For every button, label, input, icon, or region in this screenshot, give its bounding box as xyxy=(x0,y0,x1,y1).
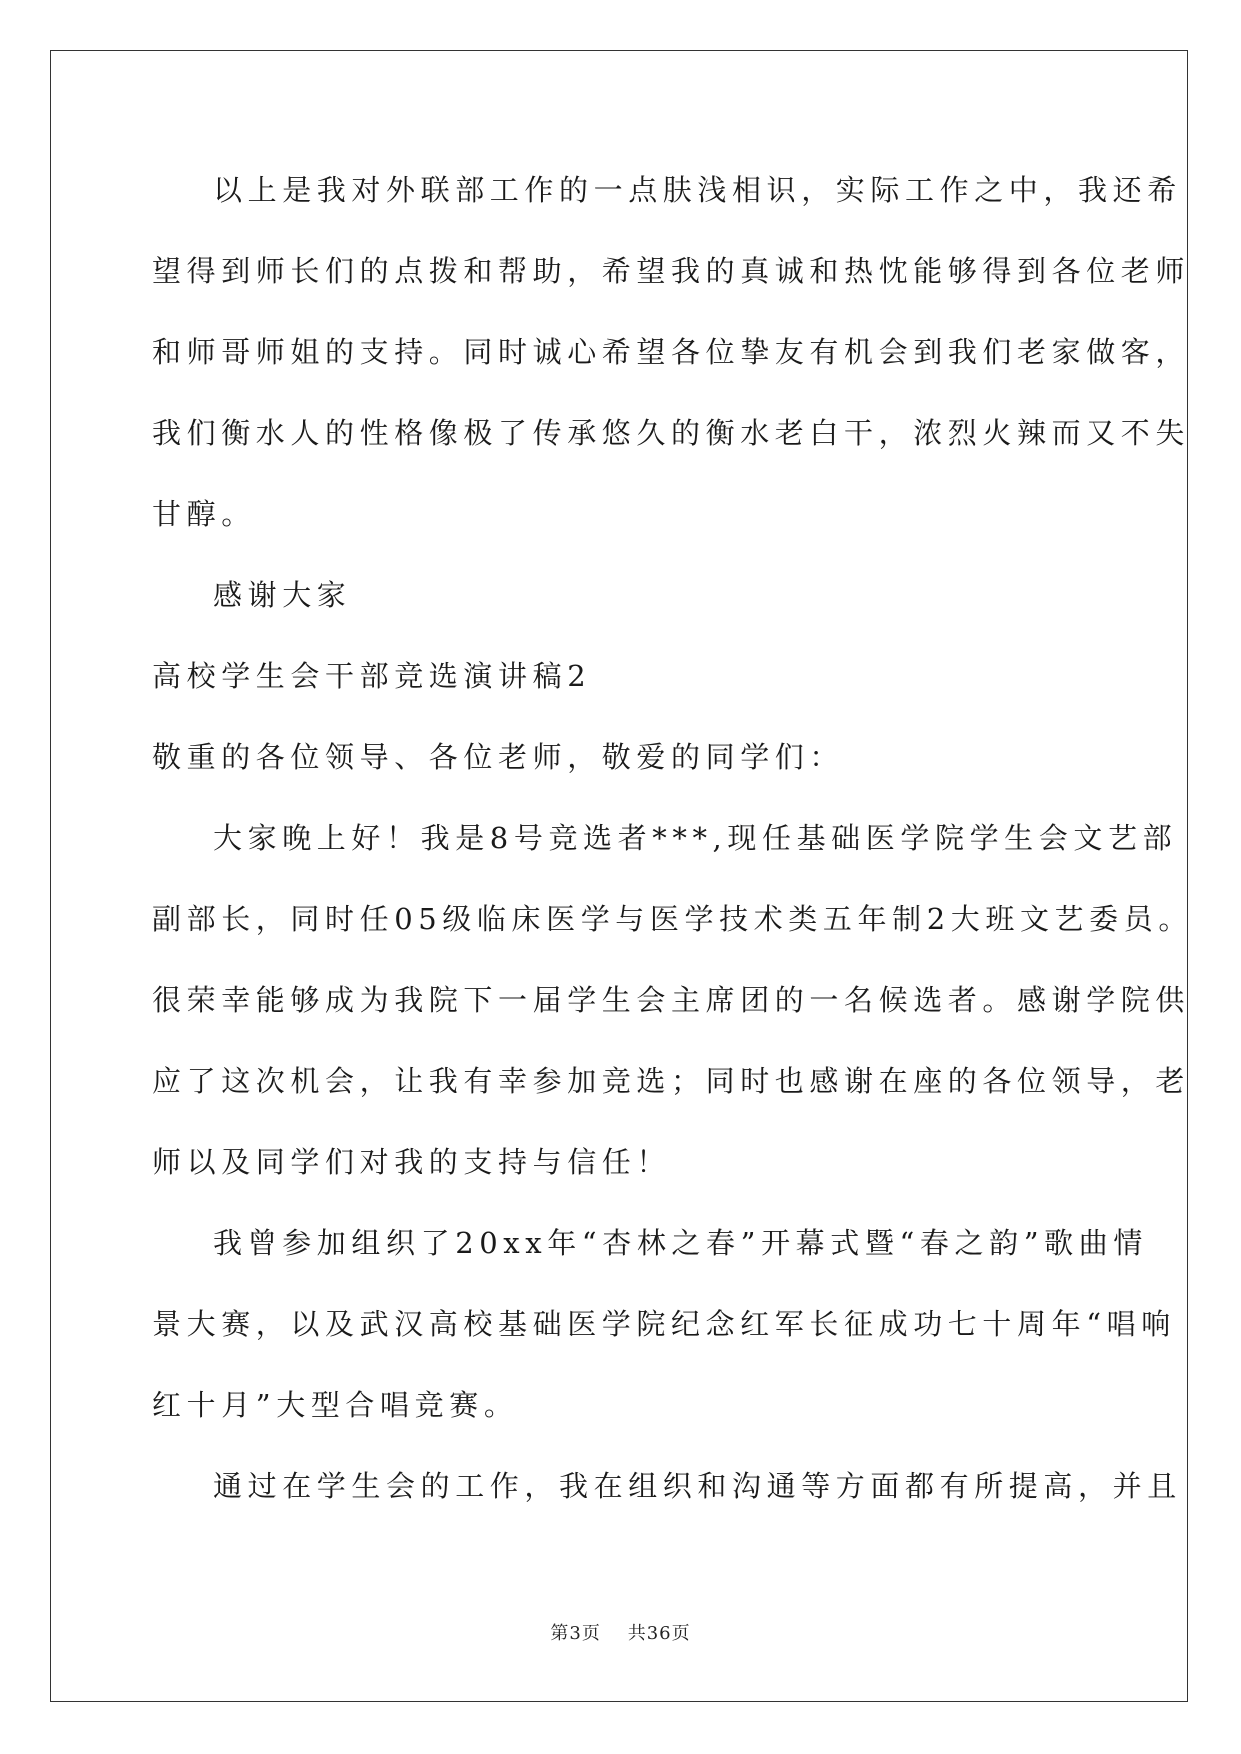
page-total: 共36页 xyxy=(627,1623,691,1644)
page-border xyxy=(50,50,1191,1702)
text-line: 景大赛，以及武汉高校基础医学院纪念红军长征成功七十周年“唱响 xyxy=(152,1307,1176,1341)
closing-line: 感谢大家 xyxy=(213,578,352,612)
page-footer xyxy=(0,1622,1241,1646)
text-line: 大家晚上好！我是8号竞选者***,现任基础医学院学生会文艺部 xyxy=(213,821,1178,855)
text-line: 师以及同学们对我的支持与信任！ xyxy=(152,1145,672,1179)
page-number: 第3页 xyxy=(550,1623,601,1644)
text-line: 红十月”大型合唱竞赛。 xyxy=(152,1388,519,1422)
text-line: 副部长，同时任05级临床医学与医学技术类五年制2大班文艺委员。 xyxy=(152,902,1193,936)
text-line: 我曾参加组织了20xx年“杏林之春”开幕式暨“春之韵”歌曲情 xyxy=(213,1226,1148,1260)
text-line: 望得到师长们的点拨和帮助，希望我的真诚和热忱能够得到各位老师 xyxy=(152,254,1191,288)
text-line: 以上是我对外联部工作的一点肤浅相识，实际工作之中，我还希 xyxy=(213,173,1182,207)
section-heading: 高校学生会干部竞选演讲稿2 xyxy=(152,659,592,693)
text-line: 很荣幸能够成为我院下一届学生会主席团的一名候选者。感谢学院供 xyxy=(152,983,1191,1017)
text-line: 甘醇。 xyxy=(152,497,256,531)
salutation: 敬重的各位领导、各位老师，敬爱的同学们： xyxy=(152,740,845,774)
text-line: 应了这次机会，让我有幸参加竞选；同时也感谢在座的各位领导，老 xyxy=(152,1064,1191,1098)
text-line: 和师哥师姐的支持。同时诚心希望各位挚友有机会到我们老家做客， xyxy=(152,335,1191,369)
text-line: 通过在学生会的工作，我在组织和沟通等方面都有所提高，并且 xyxy=(213,1469,1182,1503)
text-line: 我们衡水人的性格像极了传承悠久的衡水老白干，浓烈火辣而又不失 xyxy=(152,416,1191,450)
